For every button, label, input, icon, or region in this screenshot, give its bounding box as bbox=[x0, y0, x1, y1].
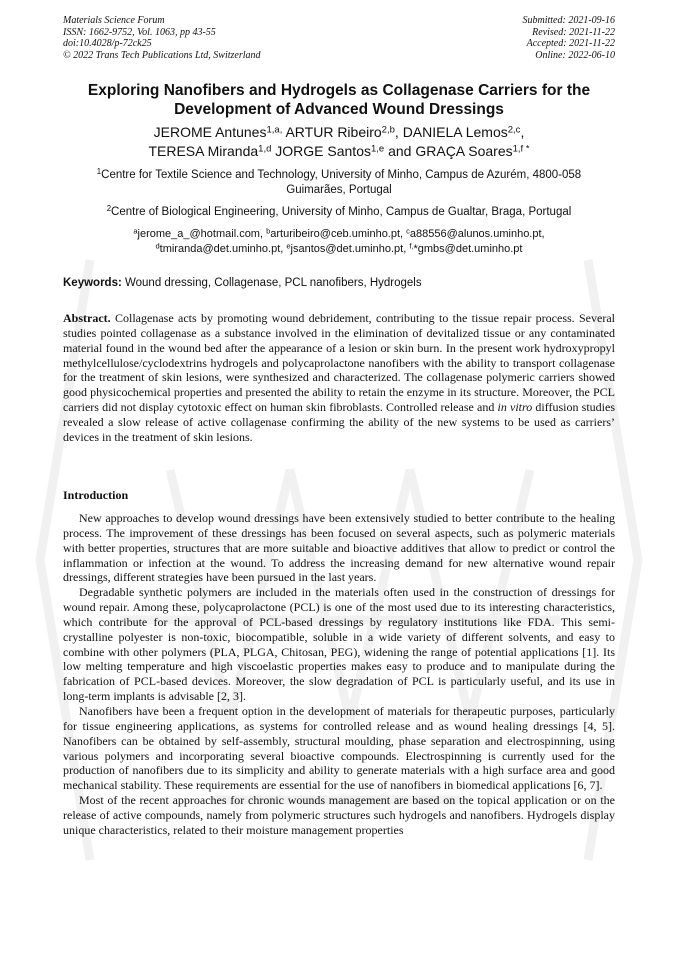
keywords-label: Keywords: bbox=[63, 277, 122, 289]
email: *gmbs@det.uminho.pt bbox=[413, 242, 523, 255]
abstract-text: Collagenase acts by promoting wound debridement, contributing to the tissue repair process. Several studies pointed collagenase as a substance involved in the elimination of devitalized tissue or any contaminated material found in the wound bed after the appearance of a lesion or skin burn. In the present work hydroxypropyl methylcellulose/cyclodextrins hydrogels and polycaprolactone nanofibers with the ability to transport collagenase for the treatment of skin lesions, were synthesized and characterized. The collagenase polymeric carriers showed good physicochemical properties and presented the ability to retain the enzyme in its structure. Moreover, the PCL carriers did not display cytotoxic effect on human skin fibroblasts. Controlled release and bbox=[63, 311, 615, 415]
email-marker: e bbox=[286, 240, 291, 250]
author-marker: 1,f * bbox=[512, 143, 530, 155]
email: arturibeiro@ceb.uminho.pt, bbox=[270, 228, 407, 240]
revised-date: Revised: 2021-11-22 bbox=[532, 26, 615, 38]
affiliation-1 bbox=[63, 168, 615, 198]
authors-line-1 bbox=[63, 123, 615, 142]
publication-dates bbox=[523, 15, 616, 61]
submitted-date: Submitted: 2021-09-16 bbox=[522, 15, 615, 26]
paragraph: New approaches to develop wound dressings have been extensively studied to better contribute to the healing process. The improvement of these dressings has been focused on several aspects, such as polymeric materials with better properties, structures that are more suitable and bioactive additives that allow to predict or control the inflammation or infection at the wound. To address the increasing demand for new alternative wound repair dressings, different strategies have been pursued in the last years. bbox=[63, 511, 615, 585]
author-separator: , bbox=[394, 124, 403, 140]
email: tmiranda@det.uminho.pt, bbox=[159, 242, 287, 255]
email-marker: a bbox=[133, 226, 138, 236]
abstract-italic-term: in vitro bbox=[497, 400, 533, 415]
paper-title bbox=[63, 81, 615, 119]
issn-volume: ISSN: 1662-9752, Vol. 1063, pp 43-55 bbox=[63, 26, 216, 38]
affiliation-marker: 2 bbox=[106, 204, 112, 214]
section-heading-introduction: Introduction bbox=[63, 488, 129, 502]
author-separator: and bbox=[384, 143, 416, 159]
abstract-label: Abstract. bbox=[63, 311, 111, 325]
email: jerome_a_@hotmail.com, bbox=[137, 228, 267, 240]
affiliation-text: Centre for Textile Science and Technology, University of Minho, Campus de Azurém, 4800-058 bbox=[101, 169, 582, 181]
title-line-1: Exploring Nanofibers and Hydrogels as Collagenase Carriers for the bbox=[87, 82, 591, 99]
doi: doi:10.4028/p-72ck25 bbox=[63, 38, 152, 49]
affiliation-2 bbox=[63, 205, 615, 220]
abstract bbox=[63, 311, 615, 445]
affiliation-text: Guimarães, Portugal bbox=[286, 184, 392, 196]
author-emails bbox=[63, 227, 615, 256]
email-marker: f, bbox=[409, 240, 414, 250]
author-list bbox=[63, 123, 615, 161]
author-marker: 1,e bbox=[370, 143, 385, 155]
author-marker: 1,d bbox=[258, 143, 272, 155]
author-name: ARTUR Ribeiro bbox=[282, 124, 382, 140]
email-marker: b bbox=[266, 226, 271, 236]
author-marker: 2,c bbox=[507, 124, 521, 136]
author-marker: 2,b bbox=[381, 124, 395, 136]
online-date: Online: 2022-06-10 bbox=[535, 49, 615, 61]
email-marker: c bbox=[406, 226, 410, 236]
affiliation-marker: 1 bbox=[96, 167, 102, 177]
abstract-text: diffusion studies revealed a slow release of active collagenase confirming the ability of the new systems to be used as carriers’ devices in the treatment of skin lesions. bbox=[63, 400, 615, 444]
author-name: GRAÇA Soares bbox=[415, 143, 513, 159]
paragraph: Nanofibers have been a frequent option in the development of materials for therapeutic purposes, particularly for tissue engineering applications, as systems for controlled release and as wound healing dressings [4, 5]. Nanofibers can be obtained by self-assembly, structural moulding, phase separation and electrospinning, using various polymers and incorporating several bioactive compounds. Electrospinning is currently used for the production of nanofibers due to its simplicity and ability to generate materials with a high surface area and good mechanical stability. These requirements are essential for the use of nanofibers in biomedical applications [6, 7]. bbox=[63, 703, 615, 793]
email: a88556@alunos.uminho.pt, bbox=[409, 228, 545, 240]
paragraph: Degradable synthetic polymers are included in the materials often used in the construction of dressings for wound repair. Among these, polycaprolactone (PCL) is one of the most used due to its interesting characteristics, which contribute for the approval of PCL-based dressings by regulatory institutions like FDA. This semi-crystalline polyester is non-toxic, biocompatible, soluble in a wide variety of different solvents, and easy to combine with other polymers (PLA, PLGA, Chitosan, PEG), widening the range of potential applications [1]. Its low melting temperature and high viscoelastic properties makes easy to produce and to manipulate during the fabrication of PCL-based devices. Moreover, the slow degradation of PCL is particularly useful, and its use in long-term implants is advisable [2, 3]. bbox=[63, 585, 615, 704]
journal-info bbox=[63, 15, 261, 61]
author-marker: 1,a, bbox=[266, 124, 283, 136]
paragraph: Most of the recent approaches for chronic wounds management are based on the topical application or on the release of active compounds, namely from polymeric structures such hydrogels and nanofibers. Hydrogels display unique characteristics, related to their moisture management properties bbox=[63, 793, 615, 837]
author-separator: , bbox=[520, 124, 525, 140]
email: jsantos@det.uminho.pt, bbox=[290, 242, 410, 255]
copyright: © 2022 Trans Tech Publications Ltd, Switzerland bbox=[63, 49, 261, 61]
author-name: JORGE Santos bbox=[271, 143, 371, 159]
journal-name: Materials Science Forum bbox=[63, 15, 165, 26]
authors-line-2 bbox=[63, 142, 615, 161]
email-marker: d bbox=[155, 240, 160, 250]
keywords bbox=[63, 276, 615, 290]
title-line-2: Development of Advanced Wound Dressings bbox=[174, 101, 504, 118]
accepted-date: Accepted: 2021-11-22 bbox=[526, 38, 615, 49]
keywords-text: Wound dressing, Collagenase, PCL nanofibers, Hydrogels bbox=[121, 277, 422, 289]
introduction-body bbox=[63, 511, 615, 838]
affiliation-text: Centre of Biological Engineering, University of Minho, Campus de Gualtar, Braga, Portugal bbox=[111, 206, 572, 218]
author-name: DANIELA Lemos bbox=[402, 124, 508, 140]
author-name: JEROME Antunes bbox=[153, 124, 267, 140]
author-name: TERESA Miranda bbox=[148, 143, 259, 159]
